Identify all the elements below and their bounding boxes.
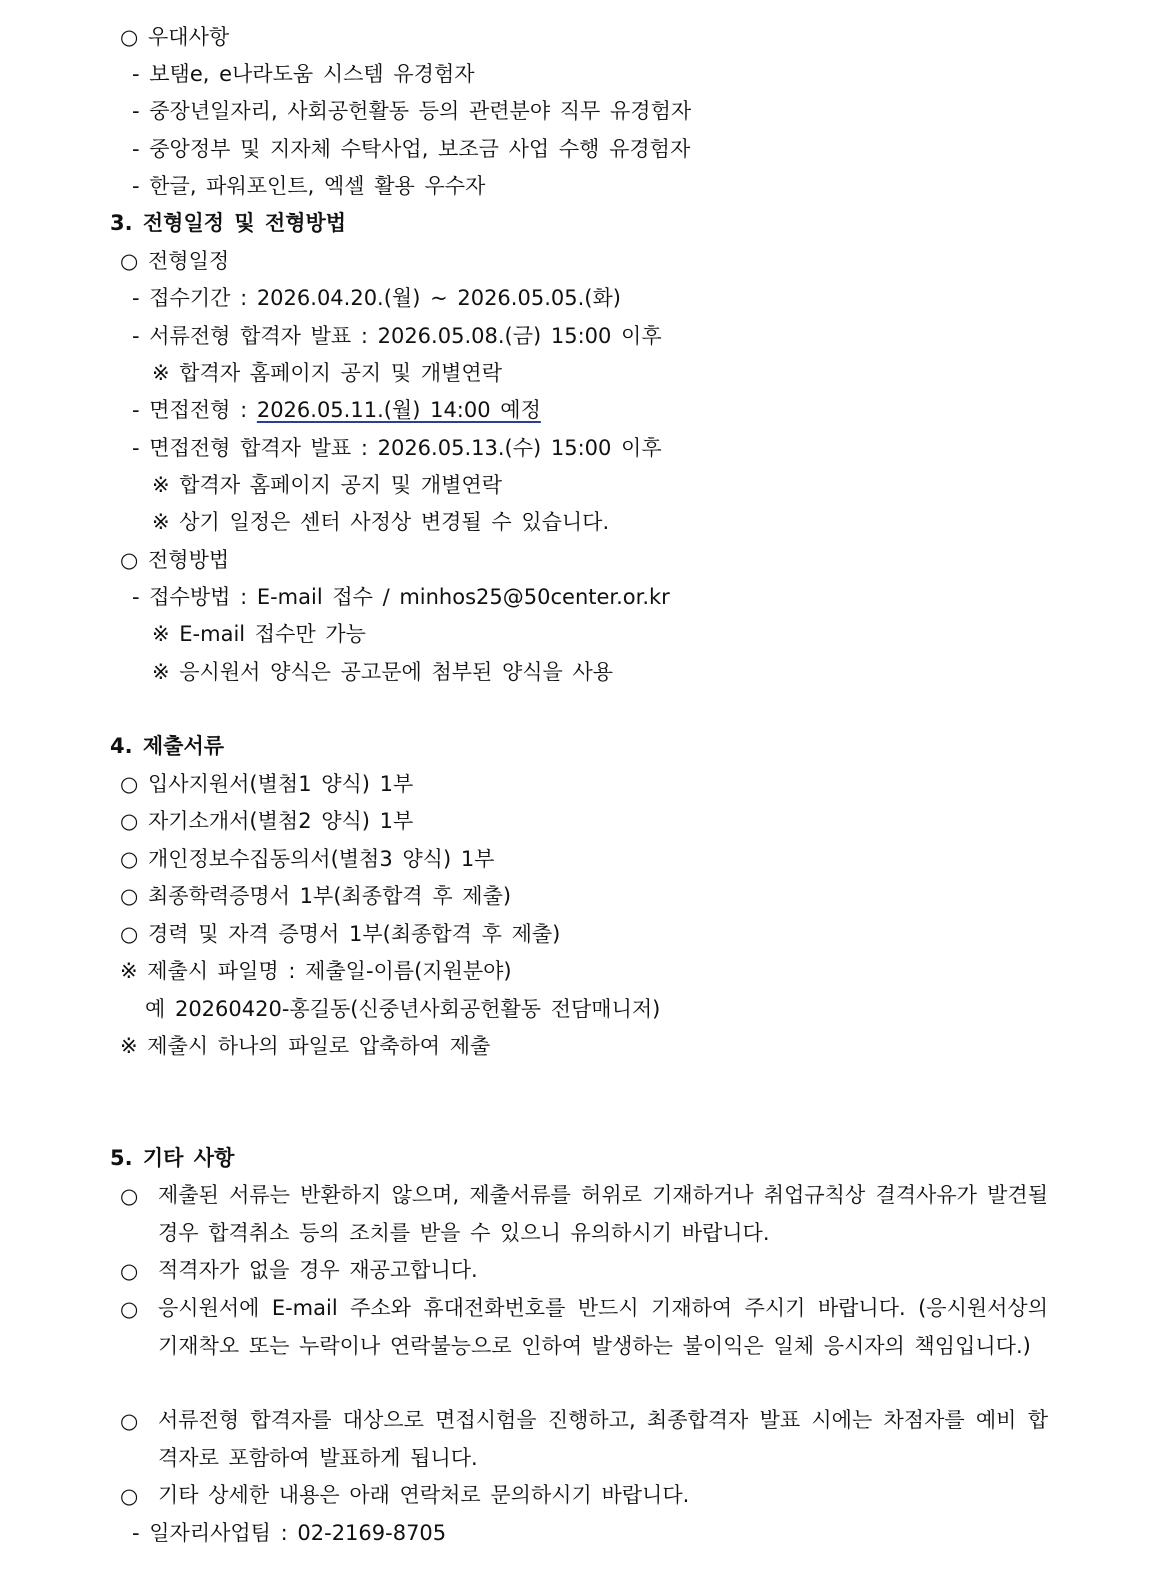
- document-result: - 서류전형 합격자 발표 : 2026.05.08.(금) 15:00 이후: [132, 324, 662, 348]
- notice-paragraph: 적격자가 없을 경우 재공고합니다.: [158, 1258, 478, 1282]
- zip-note: ※ 제출시 하나의 파일로 압축하여 제출: [120, 1034, 491, 1058]
- notice-paragraph: 제출된 서류는 반환하지 않으며, 제출서류를 허위로 기재하거나 취업규칙상 결격사유가 발견될 경우 합격취소 등의 조치를 받을 수 있으니 유의하시기 바랍니다.: [158, 1183, 1048, 1245]
- bullet-circle: ○: [120, 1184, 139, 1208]
- contact-info: - 일자리사업팀 : 02-2169-8705: [132, 1521, 447, 1545]
- bullet-circle: ○: [120, 1259, 139, 1283]
- document-item: ○ 최종학력증명서 1부(최종합격 후 제출): [120, 884, 512, 908]
- section-5-heading: 5. 기타 사항: [110, 1146, 235, 1170]
- schedule-title: ○ 전형일정: [120, 249, 230, 273]
- reception-period: - 접수기간 : 2026.04.20.(월) ~ 2026.05.05.(화): [132, 286, 621, 310]
- interview-schedule: [132, 396, 541, 424]
- filename-note: ※ 제출시 파일명 : 제출일-이름(지원분야): [120, 959, 512, 983]
- interview-date: 2026.05.11.(월) 14:00 예정: [256, 398, 541, 422]
- notice-paragraph: 응시원서에 E-mail 주소와 휴대전화번호를 반드시 기재하여 주시기 바랍니다. (응시원서상의 기재착오 또는 누락이나 연락불능으로 인하여 발생하는 불이익은 일체 응시자의 책임입니다.): [158, 1296, 1048, 1358]
- section-3-heading: 3. 전형일정 및 전형방법: [110, 211, 347, 235]
- preferences-title: ○ 우대사항: [120, 25, 230, 49]
- interview-label: - 면접전형 :: [132, 398, 257, 422]
- document-item: ○ 경력 및 자격 증명서 1부(최종합격 후 제출): [120, 922, 561, 946]
- list-item: - 보탬e, e나라도움 시스템 유경험자: [132, 62, 475, 86]
- filename-example: 예 20260420-홍길동(신중년사회공헌활동 전담매니저): [145, 997, 661, 1021]
- bullet-circle: ○: [120, 1297, 139, 1321]
- document-item: ○ 입사지원서(별첨1 양식) 1부: [120, 772, 414, 796]
- method-title: ○ 전형방법: [120, 548, 230, 572]
- interview-result-note: ※ 합격자 홈페이지 공지 및 개별연락: [152, 473, 502, 497]
- bullet-circle: ○: [120, 1484, 139, 1508]
- list-item: - 한글, 파워포인트, 엑셀 활용 우수자: [132, 174, 486, 198]
- section-4-heading: 4. 제출서류: [110, 734, 225, 758]
- notice-paragraph: 서류전형 합격자를 대상으로 면접시험을 진행하고, 최종합격자 발표 시에는 차점자를 예비 합격자로 포함하여 발표하게 됩니다.: [158, 1408, 1048, 1470]
- interview-result: - 면접전형 합격자 발표 : 2026.05.13.(수) 15:00 이후: [132, 436, 662, 460]
- list-item: - 중앙정부 및 지자체 수탁사업, 보조금 사업 수행 유경험자: [132, 137, 691, 161]
- document-item: ○ 개인정보수집동의서(별첨3 양식) 1부: [120, 847, 495, 871]
- document-result-note: ※ 합격자 홈페이지 공지 및 개별연락: [152, 361, 502, 385]
- document-item: ○ 자기소개서(별첨2 양식) 1부: [120, 809, 414, 833]
- schedule-change-note: ※ 상기 일정은 센터 사정상 변경될 수 있습니다.: [152, 510, 610, 534]
- list-item: - 중장년일자리, 사회공헌활동 등의 관련분야 직무 유경험자: [132, 99, 692, 123]
- method-note: ※ 응시원서 양식은 공고문에 첨부된 양식을 사용: [152, 660, 614, 684]
- bullet-circle: ○: [120, 1409, 139, 1433]
- notice-paragraph: 기타 상세한 내용은 아래 연락처로 문의하시기 바랍니다.: [158, 1483, 690, 1507]
- method-note: ※ E-mail 접수만 가능: [152, 622, 366, 646]
- submission-method: - 접수방법 : E-mail 접수 / minhos25@50center.or.kr: [132, 585, 670, 609]
